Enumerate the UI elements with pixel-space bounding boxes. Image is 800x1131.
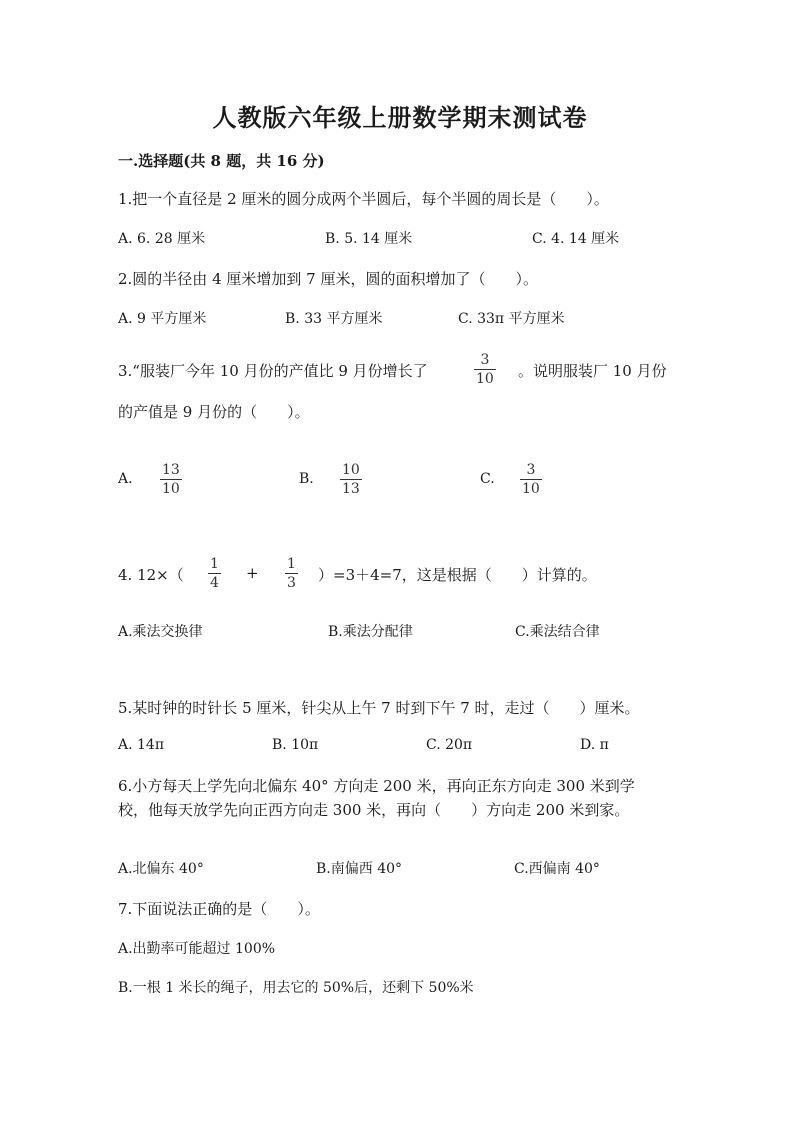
q3-option-c-fraction[interactable] bbox=[520, 462, 542, 497]
q3-fraction bbox=[474, 352, 496, 387]
fraction-bar bbox=[285, 573, 298, 574]
q3-option-c-label[interactable]: C. bbox=[480, 471, 495, 487]
q4-plus-sign: + bbox=[246, 564, 259, 582]
q3-c-numerator: 3 bbox=[526, 462, 536, 478]
q3-c-denominator: 10 bbox=[522, 481, 540, 497]
q4-frac1-denominator: 4 bbox=[210, 575, 219, 591]
q3-fraction-numerator: 3 bbox=[480, 352, 490, 368]
question-3-text-before: 3.“服装厂今年 10 月份的产值比 9 月份增长了 bbox=[118, 362, 428, 380]
q3-a-denominator: 10 bbox=[162, 481, 180, 497]
q4-fraction-2 bbox=[285, 556, 298, 591]
question-4-prefix: 4. 12×（ bbox=[118, 566, 184, 584]
q7-option-b[interactable]: B.一根 1 米长的绳子，用去它的 50%后，还剩下 50%米 bbox=[118, 980, 474, 996]
q4-frac1-numerator: 1 bbox=[210, 556, 219, 572]
q1-option-a[interactable]: A. 6. 28 厘米 bbox=[118, 231, 206, 247]
q3-fraction-denominator: 10 bbox=[476, 371, 494, 387]
q5-option-a[interactable]: A. 14π bbox=[118, 737, 165, 753]
question-5: 5.某时钟的时针长 5 厘米，针尖从上午 7 时到下午 7 时，走过（ ）厘米。 bbox=[118, 699, 640, 717]
question-3-text-after: 。说明服装厂 10 月份 bbox=[518, 362, 667, 380]
page-title: 人教版六年级上册数学期末测试卷 bbox=[212, 103, 588, 132]
q3-b-numerator: 10 bbox=[342, 462, 360, 478]
q5-option-b[interactable]: B. 10π bbox=[272, 737, 319, 753]
q1-option-c[interactable]: C. 4. 14 厘米 bbox=[532, 231, 620, 247]
q3-a-numerator: 13 bbox=[162, 462, 180, 478]
fraction-bar bbox=[208, 573, 221, 574]
q2-option-c[interactable]: C. 33π 平方厘米 bbox=[458, 311, 565, 327]
q3-b-denominator: 13 bbox=[342, 481, 360, 497]
question-1: 1.把一个直径是 2 厘米的圆分成两个半圆后，每个半圆的周长是（ ）。 bbox=[118, 190, 609, 208]
q2-option-a[interactable]: A. 9 平方厘米 bbox=[118, 311, 207, 327]
q2-option-b[interactable]: B. 33 平方厘米 bbox=[285, 311, 383, 327]
q5-option-c[interactable]: C. 20π bbox=[426, 737, 473, 753]
q1-option-b[interactable]: B. 5. 14 厘米 bbox=[325, 231, 413, 247]
q6-option-c[interactable]: C.西偏南 40° bbox=[514, 861, 600, 877]
question-2: 2.圆的半径由 4 厘米增加到 7 厘米，圆的面积增加了（ ）。 bbox=[118, 270, 538, 288]
q4-option-b[interactable]: B.乘法分配律 bbox=[328, 624, 413, 640]
q5-option-d[interactable]: D. π bbox=[580, 737, 609, 753]
question-7: 7.下面说法正确的是（ ）。 bbox=[118, 900, 320, 918]
fraction-bar bbox=[520, 479, 542, 480]
fraction-bar bbox=[160, 479, 182, 480]
question-4-suffix: ）=3＋4=7，这是根据（ ）计算的。 bbox=[318, 566, 597, 584]
q4-frac2-denominator: 3 bbox=[287, 575, 296, 591]
q7-option-a[interactable]: A.出勤率可能超过 100% bbox=[118, 941, 276, 957]
q6-option-a[interactable]: A.北偏东 40° bbox=[118, 861, 204, 877]
question-6-line2: 校，他每天放学先向正西方向走 300 米，再向（ ）方向走 200 米到家。 bbox=[118, 801, 630, 819]
q6-option-b[interactable]: B.南偏西 40° bbox=[316, 861, 403, 877]
question-6-line1: 6.小方每天上学先向北偏东 40° 方向走 200 米，再向正东方向走 300 米到学 bbox=[118, 777, 635, 795]
q3-option-b-label[interactable]: B. bbox=[299, 471, 314, 487]
q3-option-a-fraction[interactable] bbox=[160, 462, 182, 497]
fraction-bar bbox=[340, 479, 362, 480]
q3-option-b-fraction[interactable] bbox=[340, 462, 362, 497]
q3-option-a-label[interactable]: A. bbox=[118, 471, 133, 487]
question-3-line2: 的产值是 9 月份的（ ）。 bbox=[118, 403, 310, 421]
fraction-bar bbox=[474, 369, 496, 370]
q4-fraction-1 bbox=[208, 556, 221, 591]
q4-frac2-numerator: 1 bbox=[287, 556, 296, 572]
q4-option-c[interactable]: C.乘法结合律 bbox=[515, 624, 600, 640]
q4-option-a[interactable]: A.乘法交换律 bbox=[118, 624, 203, 640]
section-heading: 一.选择题(共 8 题，共 16 分) bbox=[118, 152, 325, 170]
